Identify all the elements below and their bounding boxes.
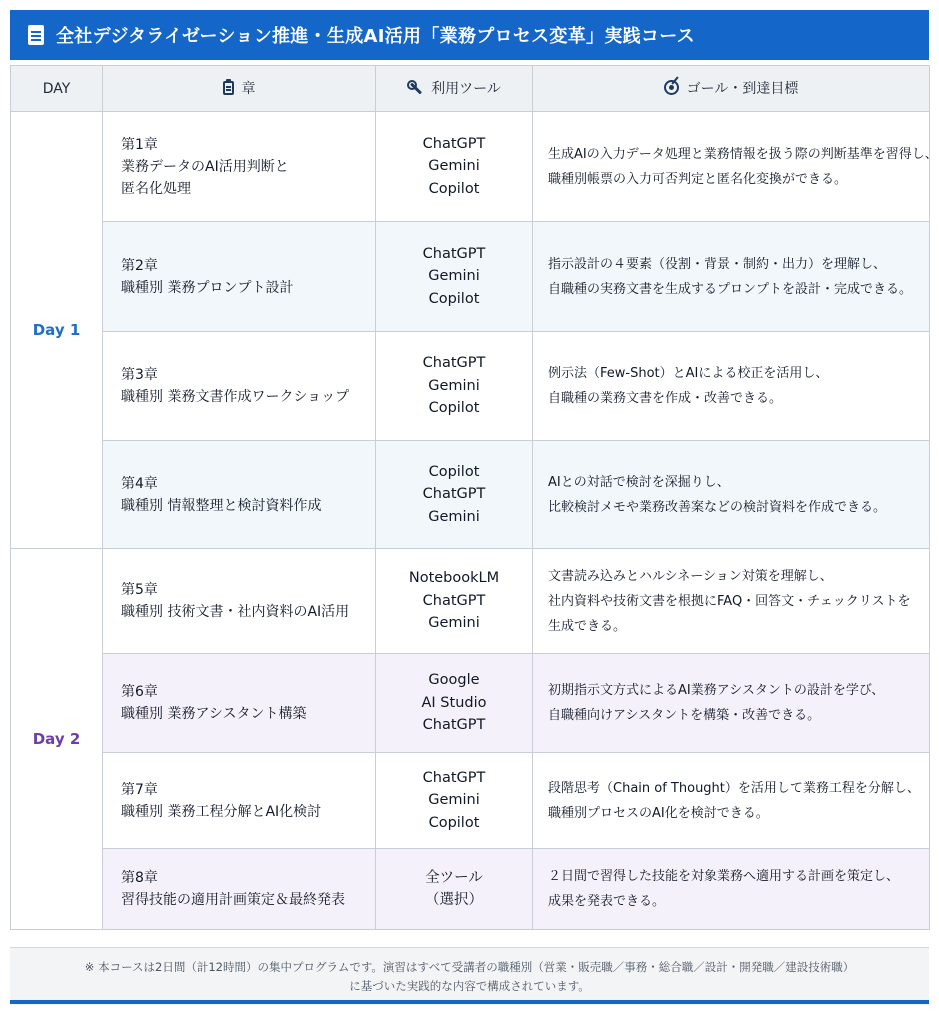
goal-cell — [533, 549, 930, 654]
day-2-label: Day 2 — [11, 549, 103, 930]
chapter-title: 職種別 情報整理と検討資料作成 — [121, 497, 322, 514]
goal-text: 段階思考（Chain of Thought）を活用して業務工程を分解し、 — [548, 780, 920, 796]
goal-text: 職種別プロセスのAI化を検討できる。 — [548, 805, 769, 821]
table-row — [11, 753, 930, 849]
goal-cell — [533, 849, 930, 930]
footer-note-line: ※ 本コースは2日間（計12時間）の集中プログラムです。演習はすべて受講者の職種別（営業・販売職／事務・総合職／設計・開発職／建設技術職） — [84, 959, 855, 974]
tool-name: ChatGPT — [422, 245, 486, 262]
clipboard-icon — [223, 81, 234, 95]
tool-name: Gemini — [428, 158, 480, 175]
chapter-number: 第8章 — [121, 870, 158, 886]
tool-name: Gemini — [428, 377, 480, 394]
chapter-number: 第2章 — [121, 257, 158, 274]
chapter-number: 第6章 — [121, 684, 158, 700]
goal-text: 社内資料や技術文書を根拠にFAQ・回答文・チェックリストを — [548, 593, 911, 609]
tool-name: Gemini — [428, 792, 480, 809]
tool-name: Copilot — [428, 400, 480, 417]
tools-cell — [376, 654, 533, 753]
goal-text: 指示設計の４要素（役割・背景・制約・出力）を理解し、 — [548, 256, 887, 272]
chapter-cell — [103, 112, 376, 222]
goal-text: 文書読み込みとハルシネーション対策を理解し、 — [548, 568, 833, 584]
chapter-title: 職種別 業務工程分解とAI化検討 — [121, 803, 322, 820]
goal-text: 自職種の実務文書を生成するプロンプトを設計・完成できる。 — [548, 281, 913, 297]
tool-name: Copilot — [428, 463, 480, 480]
tool-name: Copilot — [428, 814, 480, 831]
goal-text: AIとの対話で検討を深掘りし、 — [548, 474, 730, 490]
tool-name: ChatGPT — [422, 355, 486, 372]
goal-text: 成果を発表できる。 — [548, 894, 666, 909]
tool-name: AI Studio — [421, 694, 487, 711]
chapter-number: 第1章 — [121, 136, 158, 153]
tools-cell — [376, 849, 533, 930]
footer-note — [10, 947, 929, 1005]
table-row — [11, 849, 930, 930]
chapter-cell — [103, 549, 376, 654]
table-row — [11, 441, 930, 549]
chapter-cell — [103, 654, 376, 753]
tool-name: ChatGPT — [422, 135, 486, 152]
chapter-title: 職種別 業務文書作成ワークショップ — [121, 389, 350, 405]
goal-text: 初期指示文方式によるAI業務アシスタントの設計を学び、 — [548, 683, 885, 698]
chapter-cell — [103, 332, 376, 441]
document-icon — [28, 25, 44, 45]
chapter-number: 第7章 — [121, 781, 158, 798]
chapter-title: 職種別 技術文書・社内資料のAI活用 — [121, 604, 350, 620]
goal-cell — [533, 332, 930, 441]
goal-text: 例示法（Few-Shot）とAIによる校正を活用し、 — [548, 366, 829, 381]
chapter-cell — [103, 753, 376, 849]
table-row — [11, 332, 930, 441]
tool-name: ChatGPT — [422, 486, 486, 503]
goal-text: 比較検討メモや業務改善案などの検討資料を作成できる。 — [548, 499, 887, 515]
table-header-row — [11, 66, 930, 112]
chapter-cell — [103, 441, 376, 549]
tools-cell — [376, 753, 533, 849]
tool-name: ChatGPT — [422, 717, 486, 734]
header-tools: 利用ツール — [376, 66, 533, 112]
page-header — [10, 10, 929, 60]
goal-cell — [533, 441, 930, 549]
chapter-title: 職種別 業務プロンプト設計 — [121, 279, 294, 296]
tool-name: ChatGPT — [422, 592, 486, 609]
goal-cell — [533, 222, 930, 332]
footer-note-line: に基づいた実践的な内容で構成されています。 — [349, 978, 590, 993]
tool-name: Google — [428, 672, 480, 689]
header-goal: ゴール・到達目標 — [533, 66, 930, 112]
table-row — [11, 549, 930, 654]
header-chapter: 章 — [103, 66, 376, 112]
chapter-title: 職種別 業務アシスタント構築 — [121, 706, 307, 722]
goal-text: ２日間で習得した技能を対象業務へ適用する計画を策定し、 — [548, 869, 900, 884]
footer-accent-bar — [10, 1000, 929, 1004]
goal-text: 自職種向けアシスタントを構築・改善できる。 — [548, 708, 821, 723]
chapter-title: 匿名化処理 — [121, 180, 191, 197]
goal-text: 職種別帳票の入力可否判定と匿名化変換ができる。 — [548, 171, 848, 187]
goal-cell — [533, 654, 930, 753]
tools-cell — [376, 441, 533, 549]
goal-text: 生成できる。 — [548, 618, 627, 634]
course-table — [10, 65, 938, 930]
table-row — [11, 654, 930, 753]
goal-cell — [533, 753, 930, 849]
chapter-title: 業務データのAI活用判断と — [121, 158, 289, 175]
tool-name: ChatGPT — [422, 769, 486, 786]
goal-cell — [533, 112, 938, 222]
goal-text: 生成AIの入力データ処理と業務情報を扱う際の判断基準を習得し、 — [548, 146, 938, 162]
tool-name: Gemini — [428, 268, 480, 285]
table-row — [11, 112, 930, 222]
tool-name: Copilot — [428, 180, 480, 197]
header-day: DAY — [11, 66, 103, 112]
chapter-number: 第5章 — [121, 582, 158, 598]
tool-name: Copilot — [428, 290, 480, 307]
day-1-label: Day 1 — [11, 112, 103, 549]
chapter-number: 第4章 — [121, 475, 158, 492]
target-icon — [664, 80, 679, 95]
tools-cell — [376, 549, 533, 654]
page-title: 全社デジタライゼーション推進・生成AI活用「業務プロセス変革」実践コース — [56, 26, 695, 47]
tools-cell — [376, 222, 533, 332]
tool-name: 全ツール — [425, 869, 483, 886]
chapter-title: 習得技能の適用計画策定＆最終発表 — [121, 892, 345, 908]
wrench-icon — [407, 80, 423, 96]
chapter-cell — [103, 222, 376, 332]
table-row — [11, 222, 930, 332]
tool-name: NotebookLM — [408, 570, 500, 587]
tool-name: （選択） — [425, 892, 483, 908]
chapter-cell — [103, 849, 376, 930]
tool-name: Gemini — [428, 508, 480, 525]
chapter-number: 第3章 — [121, 367, 158, 383]
tool-name: Gemini — [428, 615, 480, 632]
tools-cell — [376, 332, 533, 441]
goal-text: 自職種の業務文書を作成・改善できる。 — [548, 391, 783, 406]
tools-cell — [376, 112, 533, 222]
